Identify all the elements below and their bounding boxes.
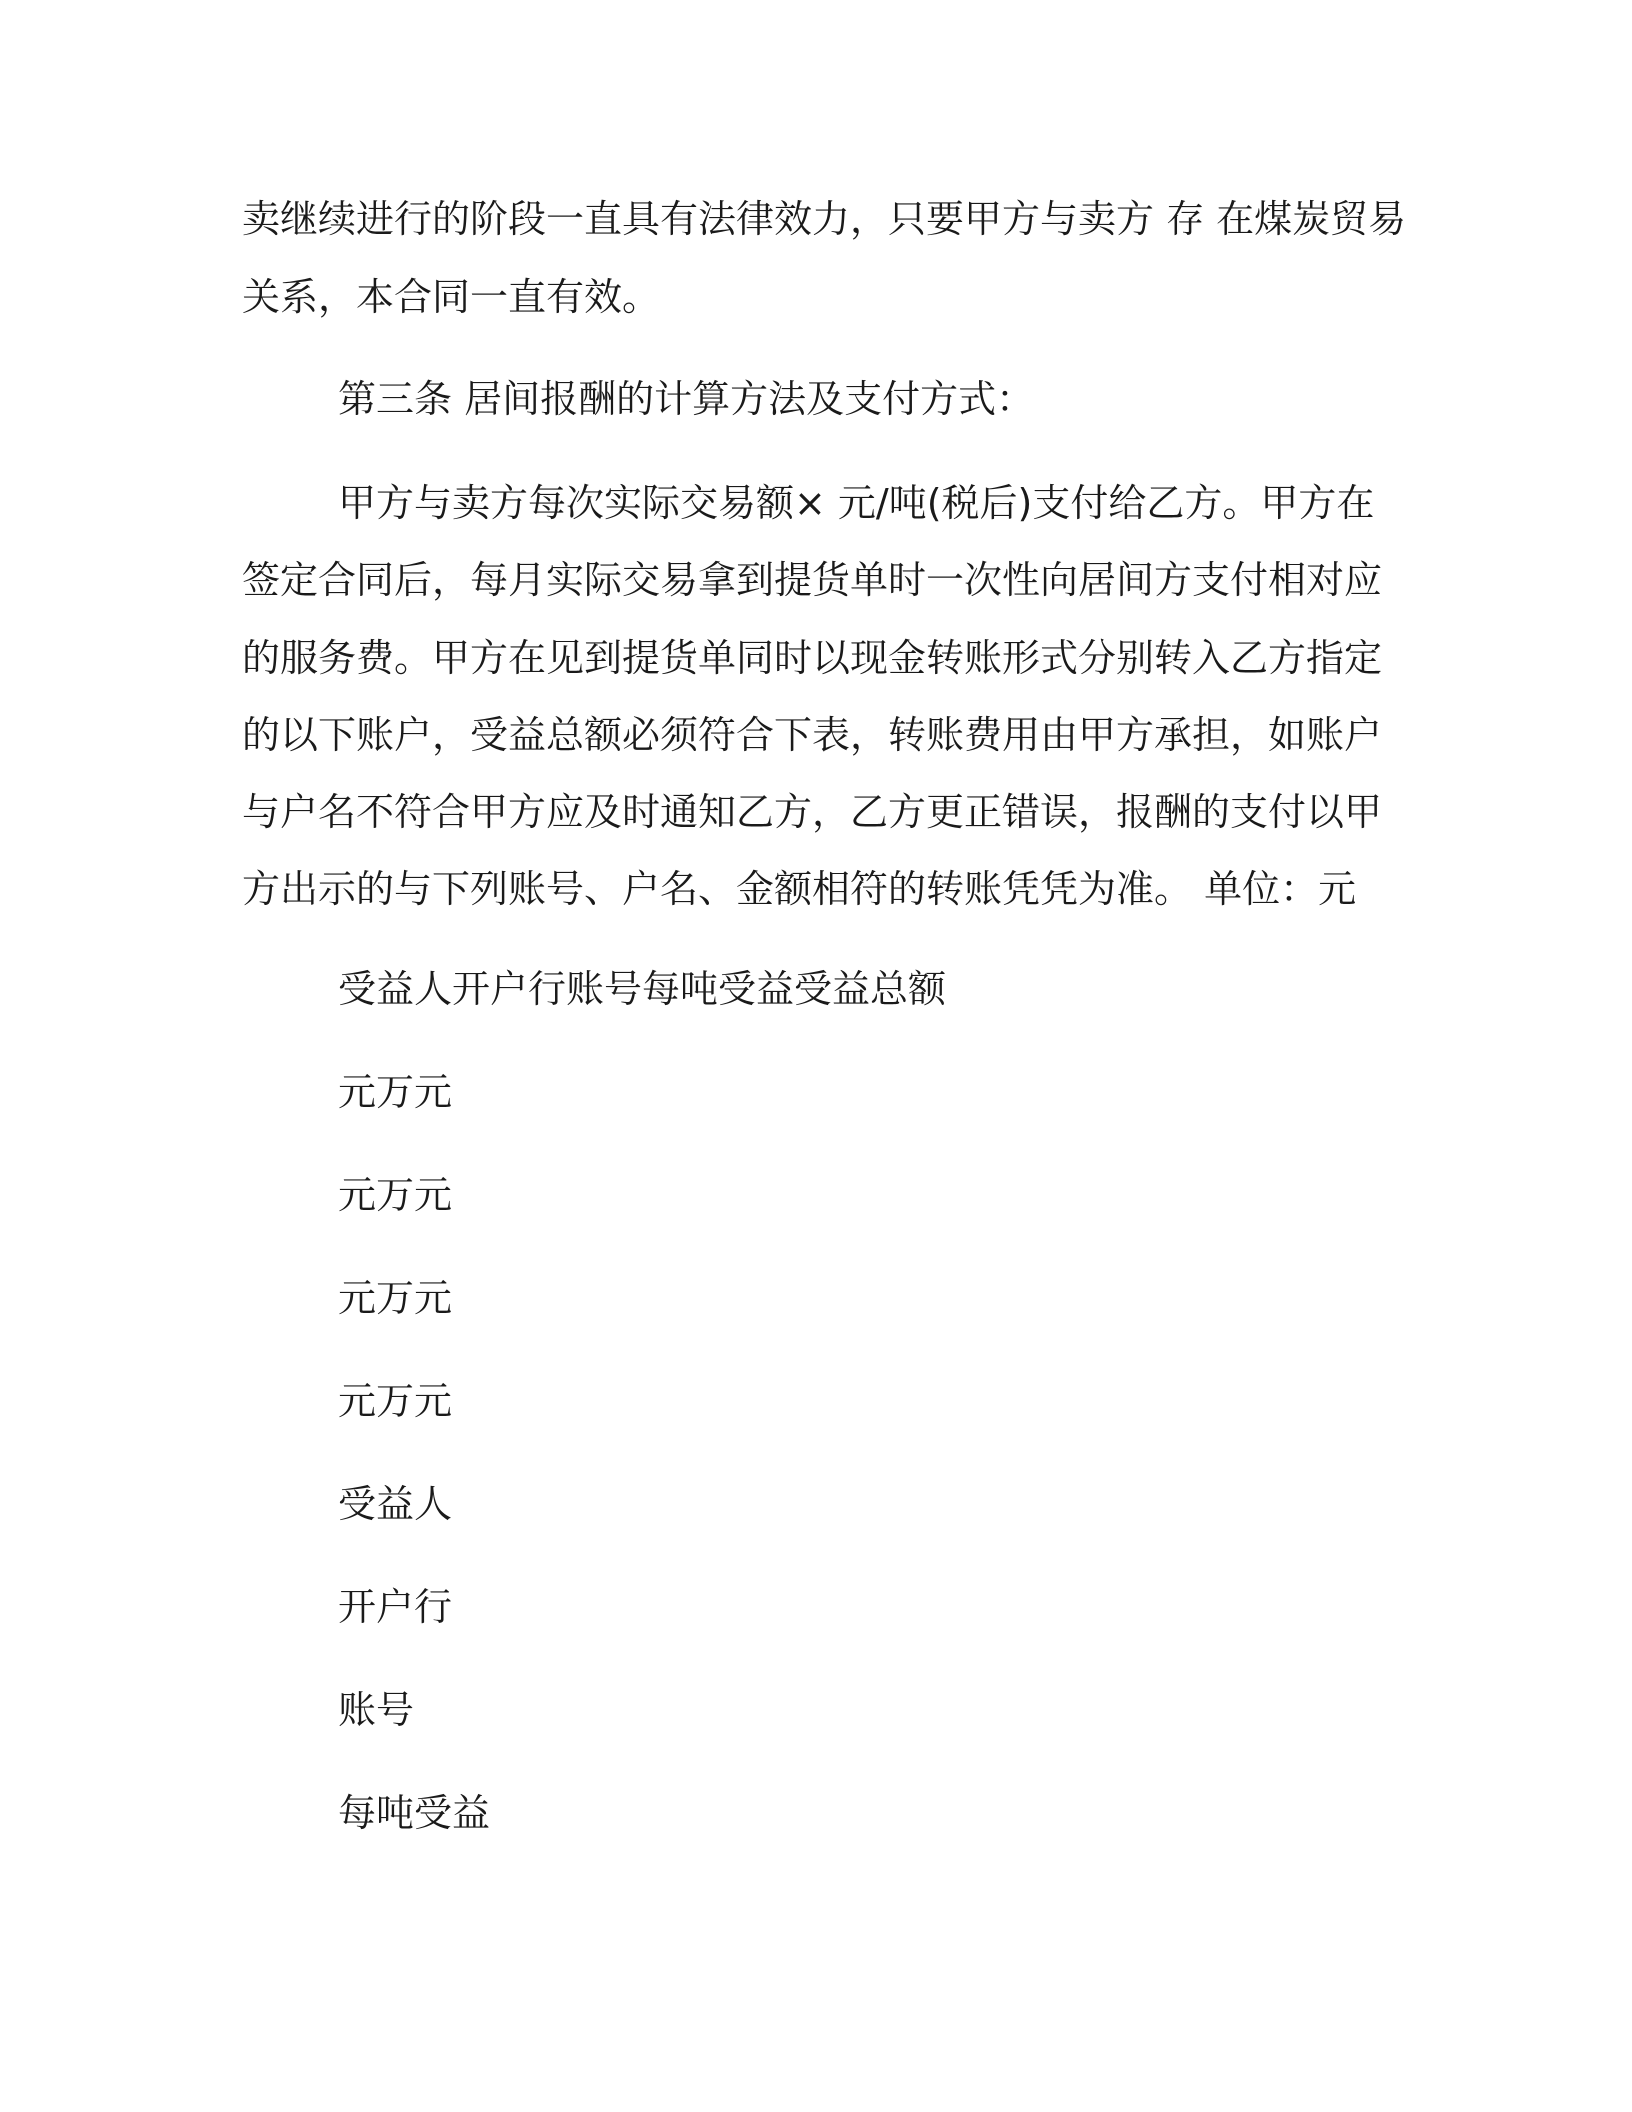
table-row-line: 元万元 <box>338 1070 453 1114</box>
paragraph-line: 的服务费。甲方在见到提货单同时以现金转账形式分别转入乙方指定 <box>242 636 1383 680</box>
table-header-line: 受益人开户行账号每吨受益受益总额 <box>338 967 947 1011</box>
paragraph-line: 与户名不符合甲方应及时通知乙方，乙方更正错误，报酬的支付以甲 <box>242 790 1383 834</box>
field-label-per-ton: 每吨受益 <box>338 1791 491 1835</box>
paragraph-line: 方出示的与下列账号、户名、金额相符的转账凭凭为准。 单位：元 <box>242 867 1357 911</box>
paragraph-line: 关系，本合同一直有效。 <box>242 275 661 319</box>
section-heading: 第三条 居间报酬的计算方法及支付方式： <box>338 377 1035 421</box>
paragraph-line: 的以下账户，受益总额必须符合下表，转账费用由甲方承担，如账户 <box>242 713 1383 757</box>
table-row-line: 元万元 <box>338 1173 453 1217</box>
paragraph-line: 甲方与卖方每次实际交易额× 元/吨(税后)支付给乙方。甲方在 <box>338 481 1375 525</box>
table-row-line: 元万元 <box>338 1276 453 1320</box>
field-label-account: 账号 <box>338 1688 415 1732</box>
field-label-beneficiary: 受益人 <box>338 1482 453 1526</box>
paragraph-line: 签定合同后，每月实际交易拿到提货单时一次性向居间方支付相对应 <box>242 558 1383 602</box>
field-label-bank: 开户行 <box>338 1585 453 1629</box>
table-row-line: 元万元 <box>338 1379 453 1423</box>
paragraph-line: 卖继续进行的阶段一直具有法律效力，只要甲方与卖方 存 在煤炭贸易 <box>242 197 1407 241</box>
